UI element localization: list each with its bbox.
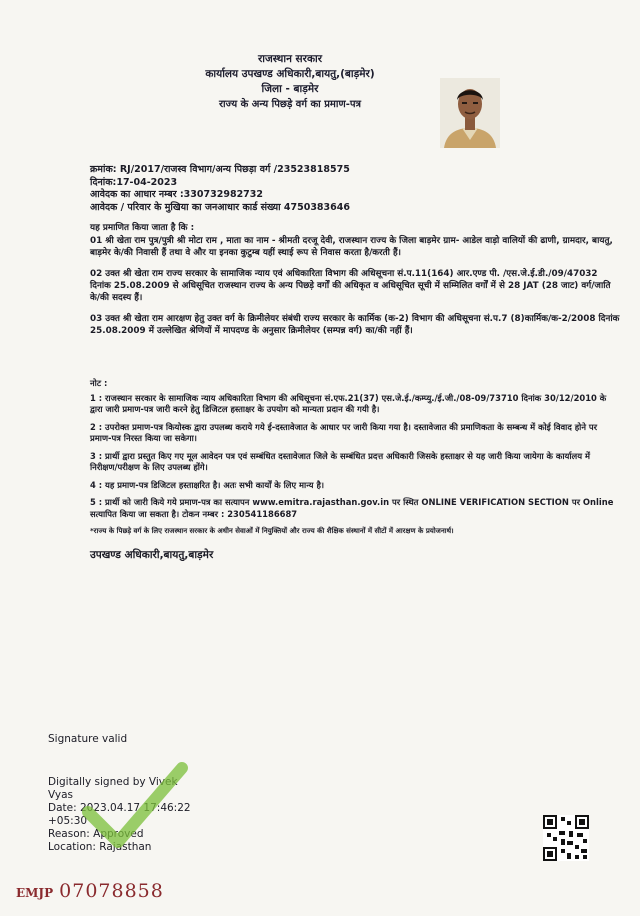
note-5: 5 : प्रार्थी को जारी किये गये प्रमाण-पत्र का सत्यापन www.emitra.rajasthan.gov.in पर स्थित ONLINE VERIFICATION SECTION पर Online सत्यापित किया जा सकता है। टोकन नम्बर : 230541186687 <box>90 497 614 519</box>
issue-date: दिनांक:17-04-2023 <box>90 176 178 188</box>
paragraph-residence: 01 श्री खेता राम पुत्र/पुत्री श्री मोटा राम , माता का नाम - श्रीमती दरजू देवी, राजस्थान राज्य के जिला बाड़मेर ग्राम- आडेल वाड़ो वालियों की ढाणी, ग्रामदार, बायतु, बाड़मेर के/की निवासी हैं तथा वे और या इनका कुटुम्ब यहीं स्थाई रूप से निवास करता है/करती हैं। <box>90 236 613 258</box>
signature-reason: Reason: Approved <box>48 828 144 840</box>
certification-intro: यह प्रमाणित किया जाता है कि : <box>90 223 195 233</box>
note-1: 1 : राजस्थान सरकार के सामाजिक न्याय अधिकारिता विभाग की अधिसूचना सं.एफ.21(37) एस.जे.ई./कम्प्यु./ई.जी./08-09/73710 दिनांक 30/12/2010 के द्वारा जारी प्रमाण-पत्र जारी करने हेतु डिजिटल हस्ताक्षर के उपयोग को मान्यता प्रदान की गयी है। <box>90 392 607 414</box>
serial-digits: 07078858 <box>59 880 164 902</box>
serial-number <box>16 880 164 902</box>
issuing-officer: उपखण्ड अधिकारी,बायतु,बाड़मेर <box>90 549 214 561</box>
aadhaar-number: आवेदक का आधार नम्बर :330732982732 <box>90 189 264 200</box>
paragraph-caste: 02 उक्त श्री खेता राम राज्य सरकार के सामाजिक न्याय एवं अधिकारिता विभाग की अधिसूचना सं.प.11(164) आर.एण्ड पी. /एस.जे.ई.डी./09/47032 दिनांक 25.08.2009 से अधिसूचित राजस्थान राज्य के अन्य पिछड़े वर्गों की अधिकृत व अधिसूचित सूची में सम्मिलित वर्गों में से 28 JAT (28 जाट) वर्ग/जाति के/की सदस्य हैं। <box>90 269 611 303</box>
qr-code-icon <box>543 815 589 861</box>
signature-valid-check-icon <box>80 760 190 850</box>
certificate-title: राज्य के अन्य पिछड़े वर्ग का प्रमाण-पत्र <box>218 99 362 110</box>
footnote: *राज्य के पिछड़े वर्ग के लिए राजस्थान सरकार के अधीन सेवाओं में नियुक्तियों और राज्य की शैक्षिक संस्थानों में सीटों में आरक्षण के प्रयोजनार्थ। <box>90 527 454 535</box>
certificate-header <box>140 52 440 112</box>
note-3: 3 : प्रार्थी द्वारा प्रस्तुत किए गए मूल आवेदन पत्र एवं सम्बंधित दस्तावेजात जिले के सम्बंधित प्रदत्त अधिकारी जिसके हस्ताक्षर से यह जारी किया जायेगा के कार्यालय में निरीक्षण/परीक्षण के लिए उपलब्ध होंगे। <box>90 450 590 472</box>
signature-timezone: +05:30 <box>48 815 88 827</box>
note-4: 4 : यह प्रमाण-पत्र डिजिटल हस्ताक्षरित है। अतः सभी कार्यों के लिए मान्य है। <box>90 479 325 490</box>
office-name: कार्यालय उपखण्ड अधिकारी,बायतु,(बाड़मेर) <box>205 68 375 80</box>
signature-status: Signature valid <box>48 733 128 745</box>
janaadhaar-number: आवेदक / परिवार के मुखिया का जनआधार कार्ड संख्या 4750383646 <box>90 201 350 213</box>
paragraph-creamy-layer: 03 उक्त श्री खेता राम आरक्षण हेतु उक्त वर्ग के क्रिमीलेयर संबंधी राज्य सरकार के कार्मिक (क-2) विभाग की अधिसूचना सं.प.7 (8)कार्मिक/क-2/2008 दिनांक 25.08.2009 में उल्लेखित श्रेणियों में मापदण्ड के अनुसार क्रिमीलेयर (सम्पन्न वर्ग) का/की नहीं हैं। <box>90 314 620 336</box>
signature-date: Date: 2023.04.17 17:46:22 <box>48 802 191 814</box>
government-name: राजस्थान सरकार <box>257 53 323 65</box>
district-name: जिला - बाड़मेर <box>261 83 319 95</box>
applicant-photo <box>440 78 500 148</box>
signature-signer: Digitally signed by Vivek <box>48 776 178 788</box>
note-2: 2 : उपरोक्त प्रमाण-पत्र कियोस्क द्वारा उपलब्ध कराये गये ई-दस्तावेजात के आधार पर जारी किया गया है। दस्तावेजात की प्रमाणिकता के सम्बन्ध में कोई विवाद होने पर प्रमाण-पत्र निरस्त किया जा सकेगा। <box>90 421 598 443</box>
certificate-number: क्रमांक: RJ/2017/राजस्व विभाग/अन्य पिछड़ा वर्ग /23523818575 <box>90 164 350 175</box>
certificate-meta <box>90 164 510 214</box>
notes-section <box>90 378 620 542</box>
serial-prefix: EMJP <box>16 886 54 900</box>
notes-heading: नोट : <box>90 378 108 388</box>
signature-location: Location: Rajasthan <box>48 841 152 853</box>
certificate-body <box>90 222 620 337</box>
signature-signer-surname: Vyas <box>48 789 74 801</box>
